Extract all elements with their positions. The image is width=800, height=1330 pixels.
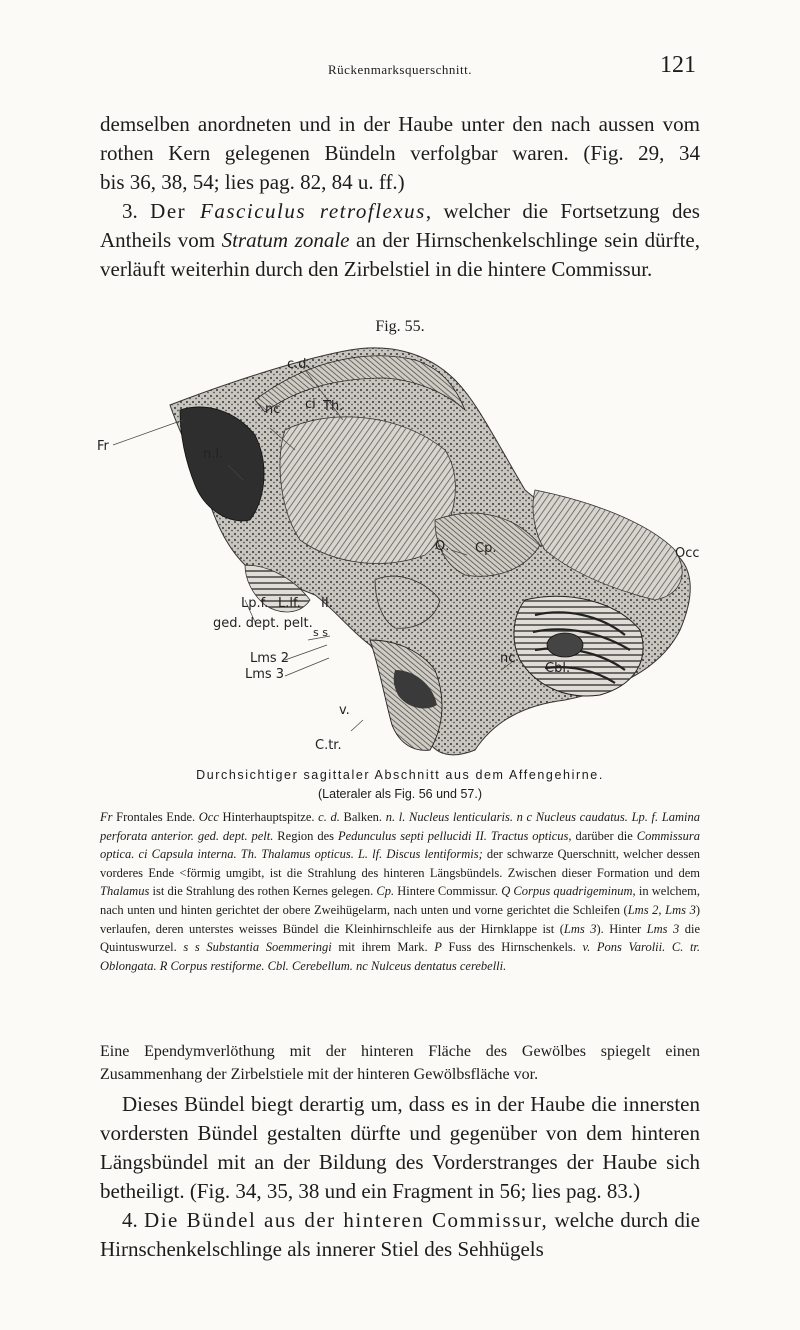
legend-text: Balken. <box>339 810 386 824</box>
text-line-1: demselben anordneten und in der Haube unter den nach aussen vom <box>100 112 700 136</box>
paragraph-3 <box>100 197 700 284</box>
legend-key: Th. <box>240 847 258 862</box>
paragraph-3-term: Fasciculus retroflexus <box>200 199 426 223</box>
legend-text <box>590 940 597 954</box>
small-paragraph: Eine Ependymverlöthung mit der hinteren Fläche des Gewölbes spiegelt einen Zusammenhang der Zirbelstiele mit der hinteren Gewölbsfläche vor. <box>100 1043 700 1083</box>
legend-key: Commissura optica. <box>100 828 700 862</box>
legend-key: Corpus restiforme. <box>170 958 265 973</box>
fig-label-fr: Fr <box>97 439 109 454</box>
paragraph-3-number: 3. <box>122 199 151 223</box>
legend-key: Cp. <box>376 884 395 899</box>
fig-label-nc-top: nc <box>265 402 281 417</box>
legend-text: Hintere Commissur. <box>394 884 502 899</box>
legend-text: Hinterhauptspitze. <box>218 810 319 824</box>
fig-label-lms3: Lms 3 <box>245 667 285 682</box>
legend-key: Nucleus caudatus. <box>535 810 628 824</box>
legend-key: Fr <box>100 810 113 824</box>
fig-label-v: v. <box>339 703 350 718</box>
fig-label-ii: II. <box>321 596 333 611</box>
fig-label-cp: Cp. <box>475 541 497 556</box>
legend-key: Lms 3 <box>563 921 597 936</box>
paragraph-4-spaced: Die Bündel aus der hinteren Commissur, <box>144 1208 549 1232</box>
legend-text: die Quintuswurzel. <box>100 921 701 955</box>
fig-label-th: Th. <box>323 399 344 414</box>
caption-title: Durchsichtiger sagittaler Abschnitt aus dem Affengehirne. <box>196 768 604 782</box>
caption-subtitle: (Lateraler als Fig. 56 und 57.) <box>318 787 482 801</box>
legend-key: L. lf. <box>357 847 383 862</box>
legend-key: Thalamus opticus. <box>261 847 354 862</box>
legend-key: Pedunculus septi pellucidi <box>337 828 472 843</box>
legend-key: v. <box>582 940 591 955</box>
legend-text: mit ihrem Mark. <box>331 940 435 955</box>
legend-key: R <box>159 958 168 973</box>
fig-label-ctr: C.tr. <box>315 738 342 753</box>
legend-key: Substantia Soemmeringi <box>206 940 332 955</box>
legend-text: ) verlaufen, deren unterstes weisses Bündel die Kleinhirnschleife aus der Hirnklappe ist ( <box>100 902 701 936</box>
figure-label: Fig. 55. <box>375 318 425 335</box>
legend-key: Discus lentiformis; <box>386 847 483 862</box>
paragraph-4-rest: welche durch die Hirnschenkelschlinge als innerer Stiel des Sehhügels <box>100 1208 700 1261</box>
legend-key: Cbl. <box>267 958 289 973</box>
legend-key: P <box>434 940 442 955</box>
legend-key: n. l. <box>385 810 406 824</box>
legend-key: Oblongata. <box>100 958 157 973</box>
bottom-text <box>100 1090 700 1264</box>
legend-text: in welchem, nach unten und hinten gerichtet der obere Zweihügelarm, nach unten und vorne gerichtet die Schleifen ( <box>100 884 700 917</box>
fig-label-lpf: Lp.f. <box>241 596 269 611</box>
paragraph-bundle: Dieses Bündel biegt derartig um, dass es in der Haube die innersten vordersten Bündel gestalten dürfte und gegenüber von dem hinteren Längsbündel mit an der Bildung des Vorderstranges der Haube sich betheiligt. (Fig. 34, 35, 38 und ein Fragment in 56; lies pag. 83.) <box>100 1092 700 1203</box>
legend-key: s s <box>183 940 200 955</box>
thalamus <box>280 417 455 564</box>
paragraph-3-der: Der <box>150 199 201 223</box>
fig-label-nl: n.l. <box>203 447 224 462</box>
legend-key: c. d. <box>318 810 340 824</box>
legend-key: Nucleus lenticularis. <box>408 810 513 824</box>
legend-text: ist die Strahlung des rothen Kernes gelegen. <box>149 884 377 899</box>
fig-label-q: Q. <box>435 539 450 554</box>
text-line-2: rothen Kern gelegenen Bündeln verfolgbar waren. (Fig. 29, 34 <box>100 141 700 165</box>
legend-key: Q <box>501 884 511 899</box>
legend-key: n c <box>516 810 533 824</box>
legend-key: Capsula interna. <box>151 847 237 862</box>
legend-key: Lamina perforata anterior. <box>100 810 701 843</box>
legend-key: Occ <box>198 810 219 824</box>
fig-label-nc-bottom: nc <box>500 651 516 666</box>
brain-section-figure <box>95 340 705 760</box>
legend-key: II. <box>475 828 487 843</box>
legend-key: Lms 3 <box>646 921 680 936</box>
legend-key: Nulceus dentatus cerebelli. <box>370 958 507 973</box>
figure-legend <box>100 808 700 975</box>
legend-text: darüber die <box>571 828 637 843</box>
legend-key: nc <box>356 958 368 973</box>
paragraph-3-text-a: , welcher die Fortsetzung des Antheils vom <box>100 199 700 252</box>
legend-key: ged. dept. pelt. <box>197 828 274 843</box>
fig-label-llf: L.lf. <box>278 596 301 611</box>
fig-label-ci: ci <box>305 397 316 412</box>
fig-label-occ: Occ <box>675 546 700 561</box>
paragraph-3-text-b: an der Hirnschenkelschlinge sein dürfte, verläuft weiterhin durch den Zirbelstiel in die hintere Commissur. <box>100 228 700 281</box>
legend-key: Corpus quadrigeminum, <box>513 884 636 899</box>
legend-key: ci <box>138 847 148 862</box>
legend-text: Fuss des Hirnschenkels. <box>441 940 583 955</box>
legend-key: C. tr. <box>671 940 701 955</box>
nucleus-dentatus <box>547 633 583 657</box>
fig-label-ss: s s <box>313 626 328 639</box>
fig-label-cd: c.d. <box>287 357 311 372</box>
running-head: Rückenmarksquerschnitt. <box>328 62 472 77</box>
legend-text: Frontales Ende. <box>112 810 199 824</box>
legend-key: Pons Varolii. <box>596 940 666 955</box>
legend-key: Lms 2, Lms 3 <box>627 902 696 917</box>
paragraph-4-number: 4. <box>122 1208 145 1232</box>
paragraph-4 <box>100 1206 700 1264</box>
paragraph-3-term2: Stratum zonale <box>221 228 350 252</box>
legend-key: Tractus opticus, <box>490 828 572 843</box>
legend-text: ). Hinter <box>596 921 647 936</box>
fig-label-cbl: Cbl. <box>545 661 571 676</box>
top-text <box>100 110 700 284</box>
fig-label-ged: ged. dept. pelt. <box>213 616 313 631</box>
legend-text: der schwarze Querschnitt, welcher dessen vorderes Ende <förmig umgibt, ist die Strahlung des hinteren Längsbündels. Zwischen dieser Formation und dem <box>100 847 701 880</box>
legend-key: Thalamus <box>100 884 150 899</box>
legend-text <box>665 940 672 954</box>
page-number: 121 <box>660 52 696 78</box>
legend-text: Region des <box>273 828 338 843</box>
text-line-3: bis 36, 38, 54; lies pag. 82, 84 u. ff.) <box>100 170 405 194</box>
fig-label-lms2: Lms 2 <box>250 651 290 666</box>
legend-key: Lp. f. <box>631 810 659 824</box>
legend-key: Cerebellum. <box>291 958 353 973</box>
